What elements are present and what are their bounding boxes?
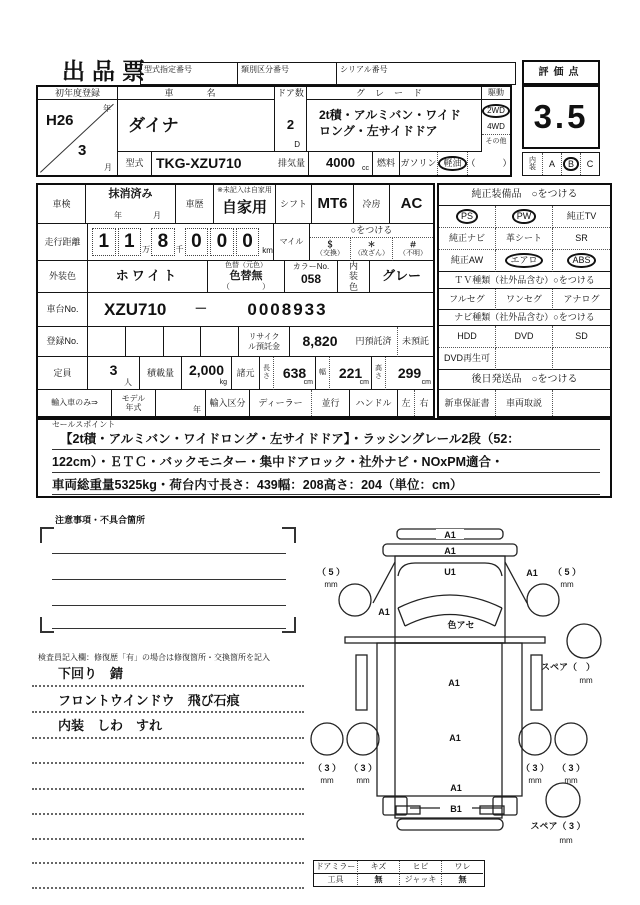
notes-corner-tl — [40, 527, 54, 543]
navi-dvd: DVD — [496, 326, 553, 348]
shaken-year-unit: 年 — [114, 210, 122, 220]
sheet-title: 出品票 — [62, 57, 152, 84]
spare-front-label: スペア（ ） — [540, 662, 596, 672]
notes-corner-tr — [282, 527, 296, 543]
registration-divider-3 — [200, 327, 201, 356]
chassis-no-prefix: XZU710 — [104, 299, 167, 319]
notes-title: 注意事項・不具合箇所 — [55, 514, 146, 525]
equip-navi: 純正ナビ — [439, 228, 496, 250]
color-no-label: カラーNo. — [292, 262, 330, 271]
import-dealer: ディーラー — [250, 390, 312, 416]
first-reg-cell — [38, 100, 118, 175]
exterior-color-value: ホワイト — [88, 261, 208, 293]
condition-mini-table — [313, 860, 485, 887]
mileage-mark-exchange — [310, 238, 351, 261]
model-year-cell — [156, 390, 206, 416]
chassis-no-dash: － — [194, 301, 208, 317]
rear-tire-3-unit: mm — [528, 776, 542, 785]
condition-jack: ジャッキ — [400, 874, 442, 885]
capacity-unit: 人 — [124, 377, 132, 387]
rear-tire-3-depth: （ 3 ） — [520, 763, 550, 773]
equip-pw-cell — [496, 206, 553, 228]
doors-label: ドア数 — [275, 87, 307, 100]
navi-type-title: ナビ種類（社外品含む）○をつける — [439, 310, 610, 326]
inspector-line-7 — [32, 838, 304, 840]
interior-grade-b-circle-mark: B — [563, 157, 579, 172]
front-right-tire-depth: （ 5 ） — [552, 567, 582, 577]
first-reg-year: H26 — [46, 112, 74, 129]
first-reg-year-unit: 年 — [103, 104, 111, 113]
notes-box — [40, 527, 296, 633]
import-division-label: 輸入区分 — [206, 390, 250, 416]
spare-front-unit: mm — [579, 676, 593, 685]
width-cell — [330, 357, 372, 390]
tv-analog: アナログ — [553, 289, 610, 310]
drive-2wd-circle-mark: 2WD — [482, 104, 510, 118]
shift-value: MT6 — [312, 185, 354, 224]
vehicle-damage-diagram — [310, 515, 640, 860]
notes-rule-3 — [52, 605, 286, 606]
equip-aw: 純正AW — [439, 250, 496, 272]
recycle-deposited: 円預託済 — [350, 327, 398, 357]
import-parallel: 並行 — [312, 390, 350, 416]
sales-point-label: セールスポイント — [52, 420, 116, 430]
chassis-no-cell — [88, 293, 433, 327]
equip-tv: 純正TV — [553, 206, 610, 228]
drive-other: その他 — [485, 138, 507, 146]
length-cell — [274, 357, 316, 390]
capacity-cell — [88, 357, 140, 390]
import-only-label: 輸入車のみ⇒ — [38, 390, 112, 416]
rear-tire-4-depth: （ 3 ） — [556, 763, 586, 773]
doors-unit: D — [294, 139, 300, 149]
mileage-unit: km — [262, 245, 273, 255]
mileage-mark-exchange-sym: ＄ — [326, 240, 334, 250]
mileage-mile-option — [273, 224, 310, 261]
mileage-digit-5: 0 — [210, 228, 234, 256]
model-code-label: 型式 — [118, 152, 152, 175]
height-cell — [386, 357, 433, 390]
registration-no-label: 登録No. — [38, 327, 88, 357]
inspector-line-9 — [32, 887, 304, 889]
fuel-other-blank: （ ） — [466, 158, 512, 169]
recycle-deposit-value: 8,820 — [290, 327, 350, 357]
first-reg-month-unit: 月 — [104, 162, 112, 172]
interior-color-label: 内装色 — [338, 261, 370, 293]
drive-label: 駆動 — [482, 87, 510, 100]
capacity-value: 3 — [109, 362, 118, 378]
capacity-label: 定員 — [38, 357, 88, 390]
equip-leather: 革シート — [496, 228, 553, 250]
score-value: 3.5 — [522, 85, 600, 149]
color-no-value: 058 — [300, 272, 322, 286]
mileage-label: 走行距離 — [38, 224, 88, 261]
inspector-entry-3: 内装 しわ すれ — [58, 717, 163, 733]
header-box-serial — [336, 62, 516, 85]
color-change-label: 色替（元色） — [225, 262, 267, 269]
inspector-title: 検査員記入欄：修復歴「有」の場合は修復箇所・交換箇所を記入 — [38, 652, 270, 662]
dims-label: 諸元 — [232, 357, 260, 390]
exterior-color-label: 外装色 — [38, 261, 88, 293]
mileage-mark-tampered-sub: （改ざん） — [354, 249, 389, 257]
diagram-cargo-mid-label: A1 — [449, 733, 461, 743]
inspector-line-2 — [32, 711, 304, 713]
inspector-line-4 — [32, 762, 304, 764]
equip-abs-cell — [553, 250, 610, 272]
interior-grade-b-cell — [562, 153, 581, 175]
shaken-cell — [86, 185, 176, 224]
spare-rear-label: スペア（ 3 ） — [530, 821, 586, 831]
rear-tire-1-depth: （ 3 ） — [312, 763, 342, 773]
condition-jack-none: 無 — [458, 874, 467, 884]
mileage-mark-exchange-sub: （交換） — [316, 249, 344, 257]
later-blank — [553, 390, 610, 416]
model-code-value: TKG-XZU710 — [156, 155, 242, 172]
diagram-front-bumper-label: A1 — [444, 530, 456, 540]
equip-sr: SR — [553, 228, 610, 250]
mileage-mark-tampered — [351, 238, 393, 261]
condition-tools: 工具 — [314, 874, 358, 885]
notes-rule-4 — [52, 628, 286, 629]
interior-grade-row — [522, 152, 600, 176]
color-change-cell — [208, 261, 285, 293]
mileage-digit-3: 8 — [151, 228, 175, 256]
mileage-mark-unknown-sym: ＃ — [409, 240, 417, 250]
front-right-tire-unit: mm — [560, 580, 574, 589]
first-reg-label: 初年度登録 — [38, 87, 118, 100]
history-label: 車歴 — [176, 185, 214, 224]
diagram-windshield-label: U1 — [444, 567, 456, 577]
equip-pw-circle-mark: PW — [512, 209, 537, 224]
condition-crack: ヒビ — [400, 861, 442, 874]
handle-right: 右 — [419, 397, 429, 408]
grade-label: グレード — [307, 87, 482, 100]
notes-corner-br — [282, 617, 296, 633]
fuel-gasoline: ガソリン — [400, 152, 438, 175]
class-division-no-label: 類別区分番号 — [241, 65, 289, 74]
shaken-label: 車検 — [38, 185, 86, 224]
color-change-value: 色替無 — [229, 270, 263, 282]
model-year-unit: 年 — [193, 404, 201, 414]
equip-ps-circle-mark: PS — [456, 209, 478, 224]
rear-tire-2-unit: mm — [356, 776, 370, 785]
displacement-unit: cc — [362, 164, 369, 172]
mileage-digit-6: 0 — [236, 228, 260, 256]
color-no-cell — [285, 261, 338, 293]
interior-grade-c: C — [586, 158, 594, 169]
diagram-cargo-rear-label: A1 — [450, 783, 462, 793]
navi-hdd: HDD — [439, 326, 496, 348]
handle-label: ハンドル — [350, 390, 398, 416]
inspector-line-1 — [32, 685, 304, 687]
fuel-diesel-circle-mark: 軽油 — [438, 156, 466, 171]
mileage-mark-header: ○をつける — [310, 224, 433, 238]
rear-tire-4-unit: mm — [564, 776, 578, 785]
registration-divider-2 — [163, 327, 164, 356]
rear-tire-1-unit: mm — [320, 776, 334, 785]
equip-aero-circle-mark: エアロ — [505, 253, 542, 268]
length-value: 638 — [282, 364, 307, 381]
mileage-digit-1: 1 — [92, 228, 116, 256]
chassis-no-serial: 0008933 — [247, 299, 328, 319]
fuel-label: 燃料 — [373, 152, 400, 175]
shift-label: シフト — [276, 185, 312, 224]
displacement-value: 4000 — [326, 155, 355, 171]
cooling-label: 冷房 — [354, 185, 390, 224]
dvd-playable: DVD再生可 — [439, 348, 496, 370]
score-label: 評価点 — [522, 60, 600, 85]
mileage-ten-thousand: 万 — [142, 244, 151, 254]
mileage-digit-4: 0 — [185, 228, 209, 256]
sales-point-line-1: 【2t積・アルミバン・ワイドロング・左サイドドア】・ラッシングレール2段（52： — [52, 430, 600, 450]
front-left-tire-depth: （ 5 ） — [316, 567, 346, 577]
fuel-diesel-cell — [438, 152, 468, 175]
shaken-value: 抹消済み — [108, 188, 153, 200]
inspector-line-8 — [32, 862, 304, 864]
mileage-mark-tampered-sym: ＊ — [367, 240, 376, 250]
doors-value: 2 — [286, 117, 295, 133]
diagram-cab-left-label: A1 — [378, 607, 390, 617]
condition-scratch: キズ — [358, 861, 400, 874]
inspector-line-3 — [32, 737, 304, 739]
handle-left: 左 — [398, 390, 415, 416]
condition-door-mirror: ドアミラー — [314, 861, 358, 874]
history-note: ※未記入は自家用 — [217, 187, 272, 194]
width-unit: cm — [359, 378, 369, 386]
inspector-line-6 — [32, 813, 304, 815]
notes-corner-bl — [40, 617, 54, 633]
history-cell — [214, 185, 276, 224]
height-label: 高さ — [372, 357, 386, 390]
tv-fullseg: フルセグ — [439, 289, 496, 310]
mileage-mark-unknown-sub: （不明） — [399, 249, 427, 257]
model-designation-no-label: 型式指定番号 — [144, 65, 192, 74]
load-value: 2,000 — [188, 362, 225, 378]
header-box-class-division — [237, 62, 337, 85]
inspector-entry-2: フロントウインドウ 飛び石痕 — [58, 692, 240, 708]
width-label: 幅 — [316, 357, 330, 390]
displacement-cell — [309, 152, 373, 175]
front-left-tire-unit: mm — [324, 580, 338, 589]
equip-ps-cell — [439, 206, 496, 228]
diagram-cargo-front-label: A1 — [448, 678, 460, 688]
equipment-title: 純正装備品 ○をつける — [439, 185, 610, 206]
cooling-value: AC — [390, 185, 433, 224]
equip-abs-circle-mark: ABS — [567, 253, 595, 268]
diagram-cab-front-label: A1 — [444, 546, 456, 556]
history-value: 自家用 — [221, 199, 267, 216]
later-warranty: 新車保証書 — [439, 390, 496, 416]
registration-no-blank-cells — [88, 327, 238, 357]
width-value: 221 — [338, 364, 363, 381]
interior-color-value: グレー — [370, 261, 433, 293]
displacement-label: 排気量 — [275, 152, 309, 175]
serial-no-label: シリアル番号 — [340, 65, 388, 74]
diagram-color-fade-label: 色アセ — [447, 620, 475, 630]
inspector-line-5 — [32, 788, 304, 790]
height-value: 299 — [397, 364, 422, 381]
shaken-month-unit: 月 — [153, 210, 161, 220]
dvd-blank-1 — [496, 348, 553, 370]
model-year-label: モデル年式 — [112, 390, 156, 416]
load-label: 積載量 — [140, 357, 182, 390]
notes-rule-2 — [52, 579, 286, 580]
load-cell — [182, 357, 232, 390]
recycle-not-deposited: 未預託 — [398, 327, 433, 357]
rear-tire-2-depth: （ 3 ） — [348, 763, 378, 773]
condition-tools-none: 無 — [358, 874, 400, 885]
car-name-label: 車 名 — [118, 87, 275, 100]
chassis-no-label: 車台No. — [38, 293, 88, 327]
car-name-value: ダイナ — [118, 100, 275, 152]
length-unit: cm — [303, 378, 313, 386]
color-change-blank: （ ） — [222, 281, 270, 291]
mileage-mile-label: マイル — [279, 237, 304, 247]
navi-sd: SD — [553, 326, 610, 348]
tv-type-title: ＴＶ種類（社外品含む）○をつける — [439, 272, 610, 289]
length-label: 長さ — [260, 357, 274, 390]
later-manual: 車両取説 — [496, 390, 553, 416]
load-unit: kg — [219, 378, 227, 386]
diagram-rear-bumper-label: B1 — [450, 804, 462, 814]
mileage-cell — [88, 224, 273, 261]
inspector-entry-1: 下回り 錆 — [58, 665, 124, 681]
mileage-thousand: 千 — [175, 244, 184, 254]
sales-point-line-2: 122cm）・ＥＴＣ・バックモニター・集中ドアロック・社外ナビ・NOxPM適合・ — [52, 453, 600, 473]
height-unit: cm — [421, 378, 431, 386]
sales-point-line-3: 車両総重量5325kg・荷台内寸長さ：439幅：208高さ：204（単位：cm） — [52, 476, 600, 495]
spare-rear-unit: mm — [559, 836, 573, 845]
first-reg-month: 3 — [78, 142, 87, 159]
notes-rule-1 — [52, 553, 286, 554]
diagram-cab-right-label: A1 — [526, 568, 538, 578]
mileage-digit-2: 1 — [118, 228, 142, 256]
registration-divider-1 — [125, 327, 126, 356]
header-box-model-designation — [140, 62, 238, 85]
drive-4wd: 4WD — [482, 120, 510, 135]
later-shipment-title: 後日発送品 ○をつける — [439, 370, 610, 390]
equip-aero-cell — [496, 250, 553, 272]
interior-grade-a: A — [543, 153, 562, 175]
tv-oneseg: ワンセグ — [496, 289, 553, 310]
interior-grade-label: 内装 — [523, 153, 543, 175]
dvd-blank-2 — [553, 348, 610, 370]
doors-cell — [275, 100, 307, 152]
grade-value: 2t積・アルミバン・ワイドロング・左サイドドア — [307, 100, 482, 152]
condition-break: ワレ — [442, 861, 483, 874]
mileage-mark-unknown — [393, 238, 433, 261]
recycle-deposit-label: リサイクル預託金 — [238, 327, 290, 357]
drive-options-cell — [482, 100, 510, 152]
